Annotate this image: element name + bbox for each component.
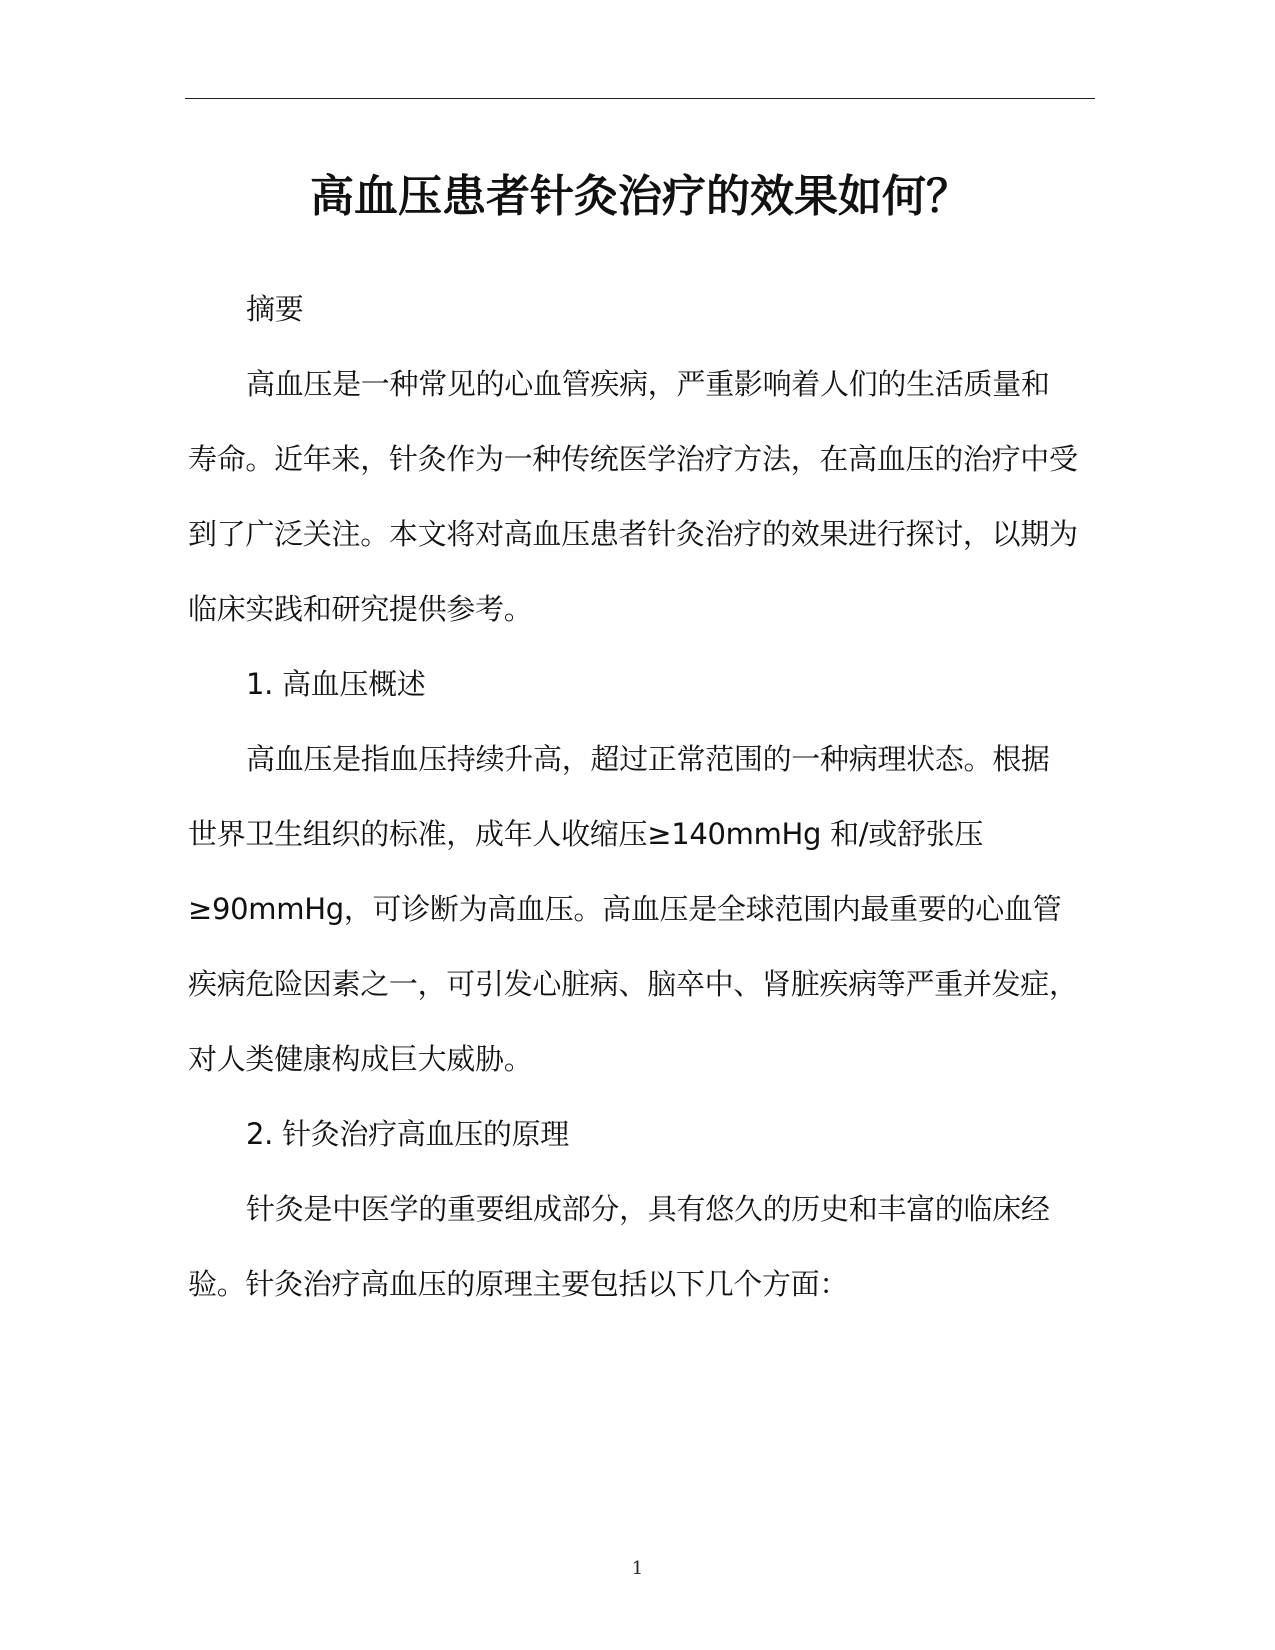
document-title: 高血压患者针灸治疗的效果如何？ — [310, 171, 970, 222]
section-2-paragraph: 针灸是中医学的重要组成部分，具有悠久的历史和丰富的临床经验。针灸治疗高血压的原理主要包括以下几个方面： — [188, 1192, 1050, 1301]
page-number: 1 — [631, 1558, 644, 1579]
document-body — [188, 272, 1078, 1322]
section-1-heading: 1. 高血压概述 — [246, 667, 426, 701]
section-1-paragraph: 高血压是指血压持续升高，超过正常范围的一种病理状态。根据世界卫生组织的标准，成年人收缩压≥140mmHg 和/或舒张压≥90mmHg，可诊断为高血压。高血压是全球范围内最重要的心血管疾病危险因素之一，可引发心脏病、脑卒中、肾脏疾病等严重并发症，对人类健康构成巨大威胁。 — [188, 742, 1078, 1076]
header-rule — [185, 98, 1095, 99]
section-2-heading: 2. 针灸治疗高血压的原理 — [246, 1117, 569, 1151]
abstract-paragraph: 高血压是一种常见的心血管疾病，严重影响着人们的生活质量和寿命。近年来，针灸作为一种传统医学治疗方法，在高血压的治疗中受到了广泛关注。本文将对高血压患者针灸治疗的效果进行探讨，以期为临床实践和研究提供参考。 — [188, 367, 1078, 626]
abstract-heading: 摘要 — [246, 292, 304, 326]
